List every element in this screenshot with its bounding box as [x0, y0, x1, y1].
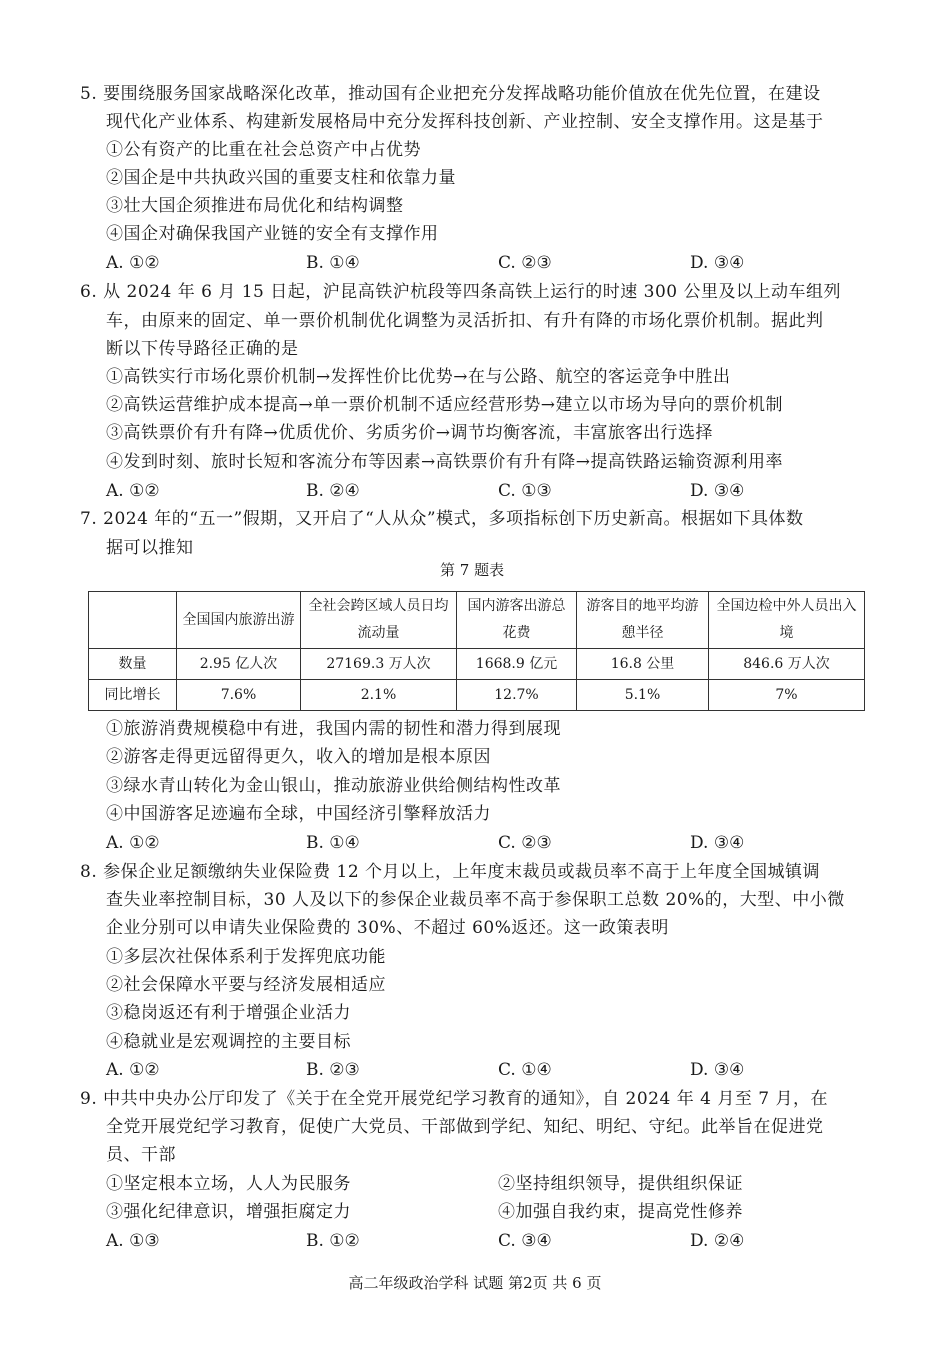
q6-item-4: ④发到时刻、旅时长短和客流分布等因素→高铁票价有升有降→提高铁路运输资源利用率	[106, 452, 783, 472]
q9-stem-line-2: 全党开展党纪学习教育，促使广大党员、干部做到学纪、知纪、明纪、守纪。此举旨在促进党	[106, 1117, 824, 1137]
q6-item-3: ③高铁票价有升有降→优质优价、劣质劣价→调节均衡客流，丰富旅客出行选择	[106, 423, 713, 443]
q8-item-3: ③稳岗返还有利于增强企业活力	[106, 1003, 351, 1023]
q6-option-c: C. ①③	[498, 481, 552, 501]
q5-stem-line-1: 5. 要围绕服务国家战略深化改革，推动国有企业把充分发挥战略功能价值放在优先位置，在建设	[80, 84, 821, 104]
q6-option-d: D. ③④	[690, 481, 745, 501]
table-cell: 同比增长	[89, 680, 177, 711]
q9-option-d: D. ②④	[690, 1231, 745, 1251]
q9-item-2: ②坚持组织领导，提供组织保证	[498, 1174, 743, 1194]
table-cell: 1668.9 亿元	[457, 649, 577, 680]
q8-option-b: B. ②③	[306, 1060, 360, 1080]
q8-item-1: ①多层次社保体系利于发挥兜底功能	[106, 947, 386, 967]
q9-item-3: ③强化纪律意识，增强拒腐定力	[106, 1202, 351, 1222]
q6-item-1: ①高铁实行市场化票价机制→发挥性价比优势→在与公路、航空的客运竞争中胜出	[106, 367, 731, 387]
table-cell: 数量	[89, 649, 177, 680]
q6-stem-line-2: 车，由原来的固定、单一票价机制优化调整为灵活折扣、有升有降的市场化票价机制。据此判	[106, 311, 824, 331]
table-cell: 27169.3 万人次	[301, 649, 457, 680]
table-cell: 7%	[709, 680, 865, 711]
q7-item-4: ④中国游客足迹遍布全球，中国经济引擎释放活力	[106, 804, 491, 824]
q5-item-1: ①公有资产的比重在社会总资产中占优势	[106, 140, 421, 160]
table-header-cell: 国内游客出游总花费	[457, 592, 577, 649]
q9-item-1: ①坚定根本立场，人人为民服务	[106, 1174, 351, 1194]
q6-option-b: B. ②④	[306, 481, 360, 501]
table-row	[89, 680, 865, 711]
q5-item-3: ③壮大国企须推进布局优化和结构调整	[106, 196, 404, 216]
q7-option-c: C. ②③	[498, 833, 552, 853]
q7-stem-line-2: 据可以推知	[106, 538, 194, 558]
q5-item-4: ④国企对确保我国产业链的安全有支撑作用	[106, 224, 439, 244]
table-cell: 5.1%	[577, 680, 709, 711]
q8-option-c: C. ①④	[498, 1060, 552, 1080]
q7-table-caption: 第 7 题表	[440, 561, 505, 579]
table-row	[89, 649, 865, 680]
q8-item-4: ④稳就业是宏观调控的主要目标	[106, 1032, 351, 1052]
q9-stem-line-3: 员、干部	[106, 1145, 176, 1165]
q7-data-table	[88, 591, 865, 711]
table-cell: 2.1%	[301, 680, 457, 711]
table-header-cell	[89, 592, 177, 649]
q9-option-a: A. ①③	[106, 1231, 160, 1251]
q5-stem-line-2: 现代化产业体系、构建新发展格局中充分发挥科技创新、产业控制、安全支撑作用。这是基于	[106, 112, 824, 132]
q6-stem-line-1: 6. 从 2024 年 6 月 15 日起，沪昆高铁沪杭段等四条高铁上运行的时速 300 公里及以上动车组列	[80, 282, 842, 302]
q6-option-a: A. ①②	[106, 481, 160, 501]
q9-item-4: ④加强自我约束，提高党性修养	[498, 1202, 743, 1222]
q8-stem-line-3: 企业分别可以申请失业保险费的 30%、不超过 60%返还。这一政策表明	[106, 918, 669, 938]
table-cell: 846.6 万人次	[709, 649, 865, 680]
q7-item-3: ③绿水青山转化为金山银山，推动旅游业供给侧结构性改革	[106, 776, 561, 796]
q7-item-2: ②游客走得更远留得更久，收入的增加是根本原因	[106, 747, 491, 767]
q9-stem-line-1: 9. 中共中央办公厅印发了《关于在全党开展党纪学习教育的通知》，自 2024 年 4 月至 7 月，在	[80, 1089, 828, 1109]
q7-option-b: B. ①④	[306, 833, 360, 853]
table-header-cell: 游客目的地平均游憩半径	[577, 592, 709, 649]
table-cell: 2.95 亿人次	[177, 649, 301, 680]
page-footer: 高二年级政治学科 试题 第2页 共 6 页	[348, 1274, 602, 1292]
table-header-row	[89, 592, 865, 649]
table-cell: 7.6%	[177, 680, 301, 711]
q6-item-2: ②高铁运营维护成本提高→单一票价机制不适应经营形势→建立以市场为导向的票价机制	[106, 395, 783, 415]
q6-stem-line-3: 断以下传导路径正确的是	[106, 339, 299, 359]
q8-stem-line-2: 查失业率控制目标，30 人及以下的参保企业裁员率不高于参保职工总数 20%的，大型、中小微	[106, 890, 845, 910]
q5-option-a: A. ①②	[106, 253, 160, 273]
q9-option-c: C. ③④	[498, 1231, 552, 1251]
q5-item-2: ②国企是中共执政兴国的重要支柱和依靠力量	[106, 168, 456, 188]
table-cell: 12.7%	[457, 680, 577, 711]
q7-option-d: D. ③④	[690, 833, 745, 853]
table-header-cell: 全国国内旅游出游	[177, 592, 301, 649]
q7-item-1: ①旅游消费规模稳中有进，我国内需的韧性和潜力得到展现	[106, 719, 561, 739]
q9-option-b: B. ①②	[306, 1231, 360, 1251]
q5-option-b: B. ①④	[306, 253, 360, 273]
q5-option-d: D. ③④	[690, 253, 745, 273]
table-header-cell: 全国边检中外人员出入境	[709, 592, 865, 649]
table-cell: 16.8 公里	[577, 649, 709, 680]
q8-option-a: A. ①②	[106, 1060, 160, 1080]
table-header-cell: 全社会跨区域人员日均流动量	[301, 592, 457, 649]
q7-option-a: A. ①②	[106, 833, 160, 853]
q5-option-c: C. ②③	[498, 253, 552, 273]
q8-option-d: D. ③④	[690, 1060, 745, 1080]
q8-stem-line-1: 8. 参保企业足额缴纳失业保险费 12 个月以上，上年度末裁员或裁员率不高于上年度全国城镇调	[80, 862, 821, 882]
q8-item-2: ②社会保障水平要与经济发展相适应	[106, 975, 386, 995]
q7-stem-line-1: 7. 2024 年的“五一”假期，又开启了“人从众”模式，多项指标创下历史新高。根据如下具体数	[80, 509, 804, 529]
